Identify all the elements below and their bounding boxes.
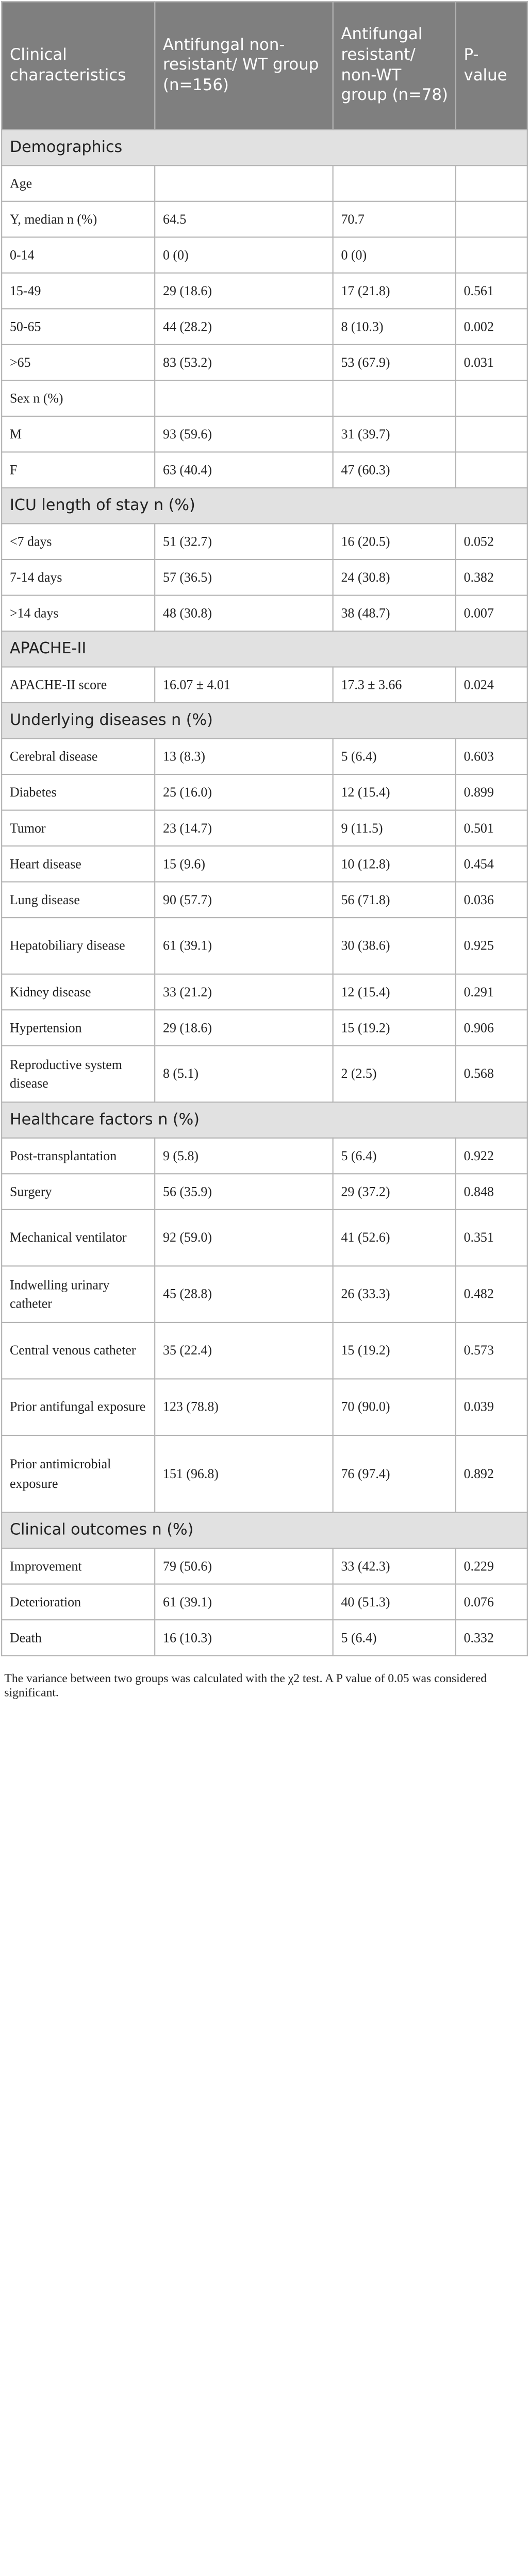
table-row xyxy=(2,1379,527,1435)
characteristic-cell: 0-14 xyxy=(2,237,155,273)
p-value-cell: 0.892 xyxy=(456,1435,527,1513)
header-resistant-group: Antifungal resistant/ non-WT group (n=78) xyxy=(333,2,456,130)
table-row xyxy=(2,201,527,238)
characteristic-cell: Surgery xyxy=(2,1174,155,1210)
p-value-cell: 0.002 xyxy=(456,309,527,345)
p-value-cell: 0.922 xyxy=(456,1138,527,1174)
characteristic-cell: Age xyxy=(2,165,155,201)
table-row xyxy=(2,1010,527,1046)
p-value-cell: 0.039 xyxy=(456,1379,527,1435)
non-resistant-value-cell: 35 (22.4) xyxy=(155,1323,333,1379)
non-resistant-value-cell: 93 (59.6) xyxy=(155,416,333,452)
p-value-cell xyxy=(456,201,527,238)
table-row xyxy=(2,452,527,488)
characteristic-cell: Y, median n (%) xyxy=(2,201,155,238)
characteristic-cell: Sex n (%) xyxy=(2,380,155,416)
p-value-cell xyxy=(456,416,527,452)
resistant-value-cell: 24 (30.8) xyxy=(333,560,456,596)
characteristic-cell: Diabetes xyxy=(2,774,155,810)
section-label: ICU length of stay n (%) xyxy=(2,488,527,524)
table-row xyxy=(2,237,527,273)
non-resistant-value-cell: 33 (21.2) xyxy=(155,974,333,1010)
header-p-value: P-value xyxy=(456,2,527,130)
header-row xyxy=(2,2,527,130)
table-row xyxy=(2,739,527,775)
table-row xyxy=(2,1548,527,1584)
characteristic-cell: F xyxy=(2,452,155,488)
characteristic-cell: 50-65 xyxy=(2,309,155,345)
resistant-value-cell: 56 (71.8) xyxy=(333,882,456,918)
p-value-cell: 0.031 xyxy=(456,345,527,381)
table-row xyxy=(2,974,527,1010)
resistant-value-cell: 38 (48.7) xyxy=(333,595,456,631)
characteristic-cell: Indwelling urinary catheter xyxy=(2,1266,155,1323)
p-value-cell: 0.052 xyxy=(456,523,527,560)
table-row xyxy=(2,595,527,631)
resistant-value-cell: 53 (67.9) xyxy=(333,345,456,381)
section-label: Clinical outcomes n (%) xyxy=(2,1513,527,1549)
resistant-value-cell: 17.3 ± 3.66 xyxy=(333,667,456,703)
section-label: Underlying diseases n (%) xyxy=(2,703,527,739)
non-resistant-value-cell: 9 (5.8) xyxy=(155,1138,333,1174)
resistant-value-cell xyxy=(333,165,456,201)
characteristic-cell: Hepatobiliary disease xyxy=(2,918,155,974)
p-value-cell: 0.899 xyxy=(456,774,527,810)
characteristic-cell: Prior antifungal exposure xyxy=(2,1379,155,1435)
resistant-value-cell: 5 (6.4) xyxy=(333,1620,456,1656)
non-resistant-value-cell: 61 (39.1) xyxy=(155,1584,333,1620)
table-row xyxy=(2,1620,527,1656)
characteristic-cell: >65 xyxy=(2,345,155,381)
characteristic-cell: >14 days xyxy=(2,595,155,631)
table-footnote: The variance between two groups was calculated with the χ2 test. A P value of 0.05 was considered significant. xyxy=(4,1672,487,1700)
resistant-value-cell: 30 (38.6) xyxy=(333,918,456,974)
non-resistant-value-cell: 25 (16.0) xyxy=(155,774,333,810)
p-value-cell: 0.906 xyxy=(456,1010,527,1046)
p-value-cell: 0.603 xyxy=(456,739,527,775)
characteristic-cell: Improvement xyxy=(2,1548,155,1584)
p-value-cell: 0.501 xyxy=(456,810,527,846)
characteristic-cell: Reproductive system disease xyxy=(2,1046,155,1103)
resistant-value-cell: 2 (2.5) xyxy=(333,1046,456,1103)
section-header-row xyxy=(2,1102,527,1138)
table-row xyxy=(2,810,527,846)
non-resistant-value-cell: 61 (39.1) xyxy=(155,918,333,974)
p-value-cell: 0.848 xyxy=(456,1174,527,1210)
clinical-characteristics-table xyxy=(1,1,528,1656)
section-header-row xyxy=(2,631,527,667)
resistant-value-cell: 26 (33.3) xyxy=(333,1266,456,1323)
non-resistant-value-cell: 13 (8.3) xyxy=(155,739,333,775)
non-resistant-value-cell xyxy=(155,380,333,416)
resistant-value-cell xyxy=(333,380,456,416)
non-resistant-value-cell: 51 (32.7) xyxy=(155,523,333,560)
p-value-cell: 0.482 xyxy=(456,1266,527,1323)
p-value-cell: 0.568 xyxy=(456,1046,527,1103)
resistant-value-cell: 17 (21.8) xyxy=(333,273,456,309)
p-value-cell xyxy=(456,452,527,488)
table-row xyxy=(2,165,527,201)
characteristic-cell: Death xyxy=(2,1620,155,1656)
table-header xyxy=(2,2,527,130)
resistant-value-cell: 8 (10.3) xyxy=(333,309,456,345)
table-row xyxy=(2,1323,527,1379)
non-resistant-value-cell: 29 (18.6) xyxy=(155,273,333,309)
p-value-cell: 0.036 xyxy=(456,882,527,918)
header-non-resistant-group: Antifungal non-resistant/ WT group (n=156) xyxy=(155,2,333,130)
characteristic-cell: Prior antimicrobial exposure xyxy=(2,1435,155,1513)
p-value-cell: 0.024 xyxy=(456,667,527,703)
p-value-cell: 0.561 xyxy=(456,273,527,309)
characteristic-cell: <7 days xyxy=(2,523,155,560)
non-resistant-value-cell: 123 (78.8) xyxy=(155,1379,333,1435)
characteristic-cell: Lung disease xyxy=(2,882,155,918)
table-row xyxy=(2,309,527,345)
resistant-value-cell: 31 (39.7) xyxy=(333,416,456,452)
non-resistant-value-cell: 79 (50.6) xyxy=(155,1548,333,1584)
table-row xyxy=(2,882,527,918)
resistant-value-cell: 16 (20.5) xyxy=(333,523,456,560)
non-resistant-value-cell: 29 (18.6) xyxy=(155,1010,333,1046)
table-row xyxy=(2,667,527,703)
resistant-value-cell: 29 (37.2) xyxy=(333,1174,456,1210)
table-row xyxy=(2,846,527,882)
p-value-cell: 0.291 xyxy=(456,974,527,1010)
non-resistant-value-cell: 63 (40.4) xyxy=(155,452,333,488)
resistant-value-cell: 47 (60.3) xyxy=(333,452,456,488)
section-header-row xyxy=(2,130,527,166)
resistant-value-cell: 12 (15.4) xyxy=(333,974,456,1010)
non-resistant-value-cell: 0 (0) xyxy=(155,237,333,273)
non-resistant-value-cell: 48 (30.8) xyxy=(155,595,333,631)
characteristic-cell: 15-49 xyxy=(2,273,155,309)
table-row xyxy=(2,918,527,974)
characteristic-cell: Mechanical ventilator xyxy=(2,1210,155,1266)
table-row xyxy=(2,345,527,381)
resistant-value-cell: 0 (0) xyxy=(333,237,456,273)
p-value-cell: 0.573 xyxy=(456,1323,527,1379)
header-clinical-characteristics: Clinical characteristics xyxy=(2,2,155,130)
characteristic-cell: M xyxy=(2,416,155,452)
non-resistant-value-cell: 15 (9.6) xyxy=(155,846,333,882)
section-header-row xyxy=(2,488,527,524)
resistant-value-cell: 40 (51.3) xyxy=(333,1584,456,1620)
p-value-cell: 0.332 xyxy=(456,1620,527,1656)
non-resistant-value-cell: 16 (10.3) xyxy=(155,1620,333,1656)
table-row xyxy=(2,1584,527,1620)
table-row xyxy=(2,380,527,416)
table-row xyxy=(2,560,527,596)
characteristic-cell: Central venous catheter xyxy=(2,1323,155,1379)
section-header-row xyxy=(2,1513,527,1549)
resistant-value-cell: 15 (19.2) xyxy=(333,1323,456,1379)
p-value-cell: 0.229 xyxy=(456,1548,527,1584)
section-label: APACHE-II xyxy=(2,631,527,667)
resistant-value-cell: 33 (42.3) xyxy=(333,1548,456,1584)
resistant-value-cell: 15 (19.2) xyxy=(333,1010,456,1046)
resistant-value-cell: 9 (11.5) xyxy=(333,810,456,846)
non-resistant-value-cell: 90 (57.7) xyxy=(155,882,333,918)
characteristic-cell: Kidney disease xyxy=(2,974,155,1010)
resistant-value-cell: 12 (15.4) xyxy=(333,774,456,810)
section-header-row xyxy=(2,703,527,739)
resistant-value-cell: 70 (90.0) xyxy=(333,1379,456,1435)
characteristic-cell: Deterioration xyxy=(2,1584,155,1620)
table-row xyxy=(2,1174,527,1210)
characteristic-cell: Post-transplantation xyxy=(2,1138,155,1174)
resistant-value-cell: 76 (97.4) xyxy=(333,1435,456,1513)
resistant-value-cell: 70.7 xyxy=(333,201,456,238)
p-value-cell: 0.076 xyxy=(456,1584,527,1620)
p-value-cell: 0.351 xyxy=(456,1210,527,1266)
characteristic-cell: Cerebral disease xyxy=(2,739,155,775)
table-row xyxy=(2,523,527,560)
table-row xyxy=(2,416,527,452)
table-row xyxy=(2,1266,527,1323)
non-resistant-value-cell: 23 (14.7) xyxy=(155,810,333,846)
table-row xyxy=(2,1138,527,1174)
p-value-cell: 0.925 xyxy=(456,918,527,974)
p-value-cell xyxy=(456,165,527,201)
resistant-value-cell: 41 (52.6) xyxy=(333,1210,456,1266)
p-value-cell: 0.454 xyxy=(456,846,527,882)
table-row xyxy=(2,774,527,810)
resistant-value-cell: 5 (6.4) xyxy=(333,1138,456,1174)
p-value-cell xyxy=(456,380,527,416)
p-value-cell: 0.382 xyxy=(456,560,527,596)
non-resistant-value-cell: 45 (28.8) xyxy=(155,1266,333,1323)
characteristic-cell: Hypertension xyxy=(2,1010,155,1046)
characteristic-cell: Tumor xyxy=(2,810,155,846)
non-resistant-value-cell: 83 (53.2) xyxy=(155,345,333,381)
non-resistant-value-cell: 8 (5.1) xyxy=(155,1046,333,1103)
table-row xyxy=(2,1210,527,1266)
characteristic-cell: 7-14 days xyxy=(2,560,155,596)
section-label: Demographics xyxy=(2,130,527,166)
non-resistant-value-cell: 151 (96.8) xyxy=(155,1435,333,1513)
resistant-value-cell: 10 (12.8) xyxy=(333,846,456,882)
non-resistant-value-cell: 56 (35.9) xyxy=(155,1174,333,1210)
table-row xyxy=(2,1046,527,1103)
non-resistant-value-cell xyxy=(155,165,333,201)
table-row xyxy=(2,1435,527,1513)
non-resistant-value-cell: 64.5 xyxy=(155,201,333,238)
non-resistant-value-cell: 44 (28.2) xyxy=(155,309,333,345)
table-body xyxy=(2,130,527,1656)
p-value-cell: 0.007 xyxy=(456,595,527,631)
characteristic-cell: Heart disease xyxy=(2,846,155,882)
non-resistant-value-cell: 57 (36.5) xyxy=(155,560,333,596)
p-value-cell xyxy=(456,237,527,273)
non-resistant-value-cell: 16.07 ± 4.01 xyxy=(155,667,333,703)
characteristic-cell: APACHE-II score xyxy=(2,667,155,703)
non-resistant-value-cell: 92 (59.0) xyxy=(155,1210,333,1266)
section-label: Healthcare factors n (%) xyxy=(2,1102,527,1138)
table-row xyxy=(2,273,527,309)
resistant-value-cell: 5 (6.4) xyxy=(333,739,456,775)
